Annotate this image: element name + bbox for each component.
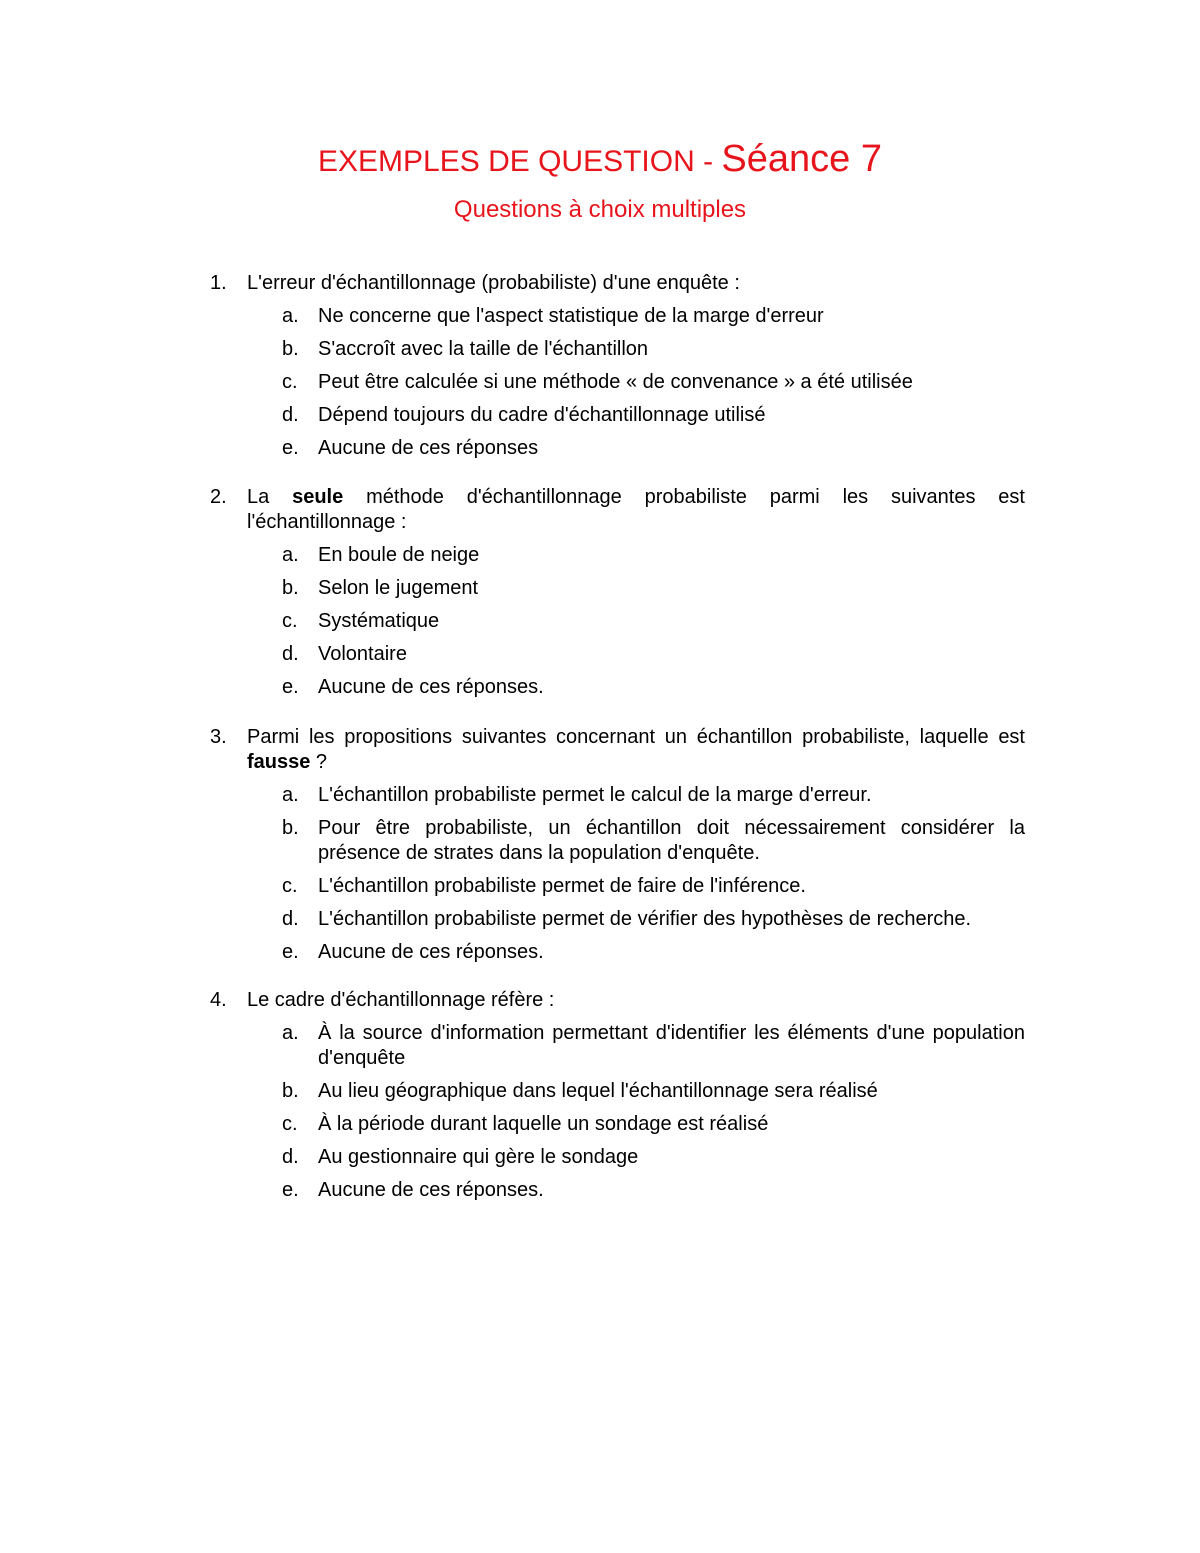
answer-option	[210, 543, 1025, 568]
title-session: Séance 7	[721, 138, 882, 180]
option-text: Au gestionnaire qui gère le sondage	[318, 1146, 639, 1168]
answer-option	[210, 576, 1025, 601]
option-text: Peut être calculée si une méthode « de convenance » a été utilisée	[318, 371, 913, 393]
answer-option	[210, 436, 1025, 461]
answer-option	[210, 1079, 1025, 1104]
question-text-emphasis: seule	[292, 486, 344, 508]
option-text: Volontaire	[318, 643, 407, 665]
question-text-part: Le cadre d'échantillonnage réfère :	[247, 989, 555, 1011]
question-text-part: Parmi les propositions suivantes concernant un échantillon probabiliste, laquelle est	[247, 726, 1025, 748]
question-number: 2.	[210, 486, 227, 508]
question-text-emphasis: fausse	[247, 751, 311, 773]
option-text: À la source d'information permettant d'identifier les éléments d'une population d'enquête	[318, 1022, 1025, 1069]
answer-option	[210, 370, 1025, 395]
option-text: Au lieu géographique dans lequel l'échantillonnage sera réalisé	[318, 1080, 878, 1102]
question-text	[210, 485, 1025, 535]
question-text-part: L'erreur d'échantillonnage (probabiliste) d'une enquête :	[247, 272, 740, 294]
option-letter: d.	[282, 1146, 299, 1168]
option-text: Dépend toujours du cadre d'échantillonnage utilisé	[318, 404, 766, 426]
option-letter: c.	[282, 610, 298, 632]
question-text	[210, 988, 1025, 1013]
answer-option	[210, 1178, 1025, 1203]
option-letter: a.	[282, 544, 299, 566]
question-number: 4.	[210, 989, 227, 1011]
question-text-part: ?	[310, 751, 328, 773]
answer-option	[210, 816, 1025, 866]
answer-option	[210, 940, 1025, 965]
option-text: Aucune de ces réponses.	[318, 941, 544, 963]
option-text: L'échantillon probabiliste permet de faire de l'inférence.	[318, 875, 806, 897]
answer-option	[210, 403, 1025, 428]
page-title	[0, 138, 1200, 181]
answer-option	[210, 642, 1025, 667]
answer-option	[210, 337, 1025, 362]
option-text: S'accroît avec la taille de l'échantillon	[318, 338, 649, 360]
option-text: Aucune de ces réponses.	[318, 1179, 544, 1201]
option-text: Systématique	[318, 610, 440, 632]
option-letter: e.	[282, 941, 299, 963]
answer-option	[210, 1021, 1025, 1071]
option-text: Pour être probabiliste, un échantillon doit nécessairement considérer la présence de strates dans la population d'enquête.	[318, 817, 1025, 864]
question-1	[210, 271, 1025, 461]
option-letter: d.	[282, 643, 299, 665]
option-letter: b.	[282, 338, 299, 360]
page-subtitle: Questions à choix multiples	[453, 196, 747, 223]
question-2	[210, 485, 1025, 700]
option-text: En boule de neige	[318, 544, 480, 566]
answer-option	[210, 783, 1025, 808]
option-text: Aucune de ces réponses	[318, 437, 539, 459]
answer-option	[210, 609, 1025, 634]
option-text: À la période durant laquelle un sondage est réalisé	[318, 1113, 769, 1135]
option-letter: c.	[282, 1113, 298, 1135]
option-letter: e.	[282, 676, 299, 698]
option-letter: b.	[282, 817, 299, 839]
answer-option	[210, 1112, 1025, 1137]
option-letter: e.	[282, 1179, 299, 1201]
question-text-part: La	[247, 486, 293, 508]
question-text-part: méthode d'échantillonnage probabiliste parmi les suivantes est l'échantillonnage :	[247, 486, 1025, 533]
title-main: EXEMPLES DE QUESTION -	[318, 145, 722, 178]
option-letter: b.	[282, 1080, 299, 1102]
question-4	[210, 988, 1025, 1203]
answer-option	[210, 874, 1025, 899]
question-text	[210, 271, 1025, 296]
question-number: 1.	[210, 272, 227, 294]
option-letter: b.	[282, 577, 299, 599]
option-letter: c.	[282, 875, 298, 897]
option-text: L'échantillon probabiliste permet de vérifier des hypothèses de recherche.	[318, 908, 972, 930]
option-text: Selon le jugement	[318, 577, 479, 599]
option-letter: c.	[282, 371, 298, 393]
option-text: L'échantillon probabiliste permet le calcul de la marge d'erreur.	[318, 784, 872, 806]
option-letter: e.	[282, 437, 299, 459]
question-3	[210, 725, 1025, 965]
answer-option	[210, 304, 1025, 329]
option-letter: d.	[282, 404, 299, 426]
answer-option	[210, 1145, 1025, 1170]
option-letter: a.	[282, 784, 299, 806]
option-letter: a.	[282, 1022, 299, 1044]
question-number: 3.	[210, 726, 227, 748]
answer-option	[210, 675, 1025, 700]
option-letter: d.	[282, 908, 299, 930]
option-text: Ne concerne que l'aspect statistique de la marge d'erreur	[318, 305, 824, 327]
question-text	[210, 725, 1025, 775]
option-letter: a.	[282, 305, 299, 327]
answer-option	[210, 907, 1025, 932]
option-text: Aucune de ces réponses.	[318, 676, 544, 698]
